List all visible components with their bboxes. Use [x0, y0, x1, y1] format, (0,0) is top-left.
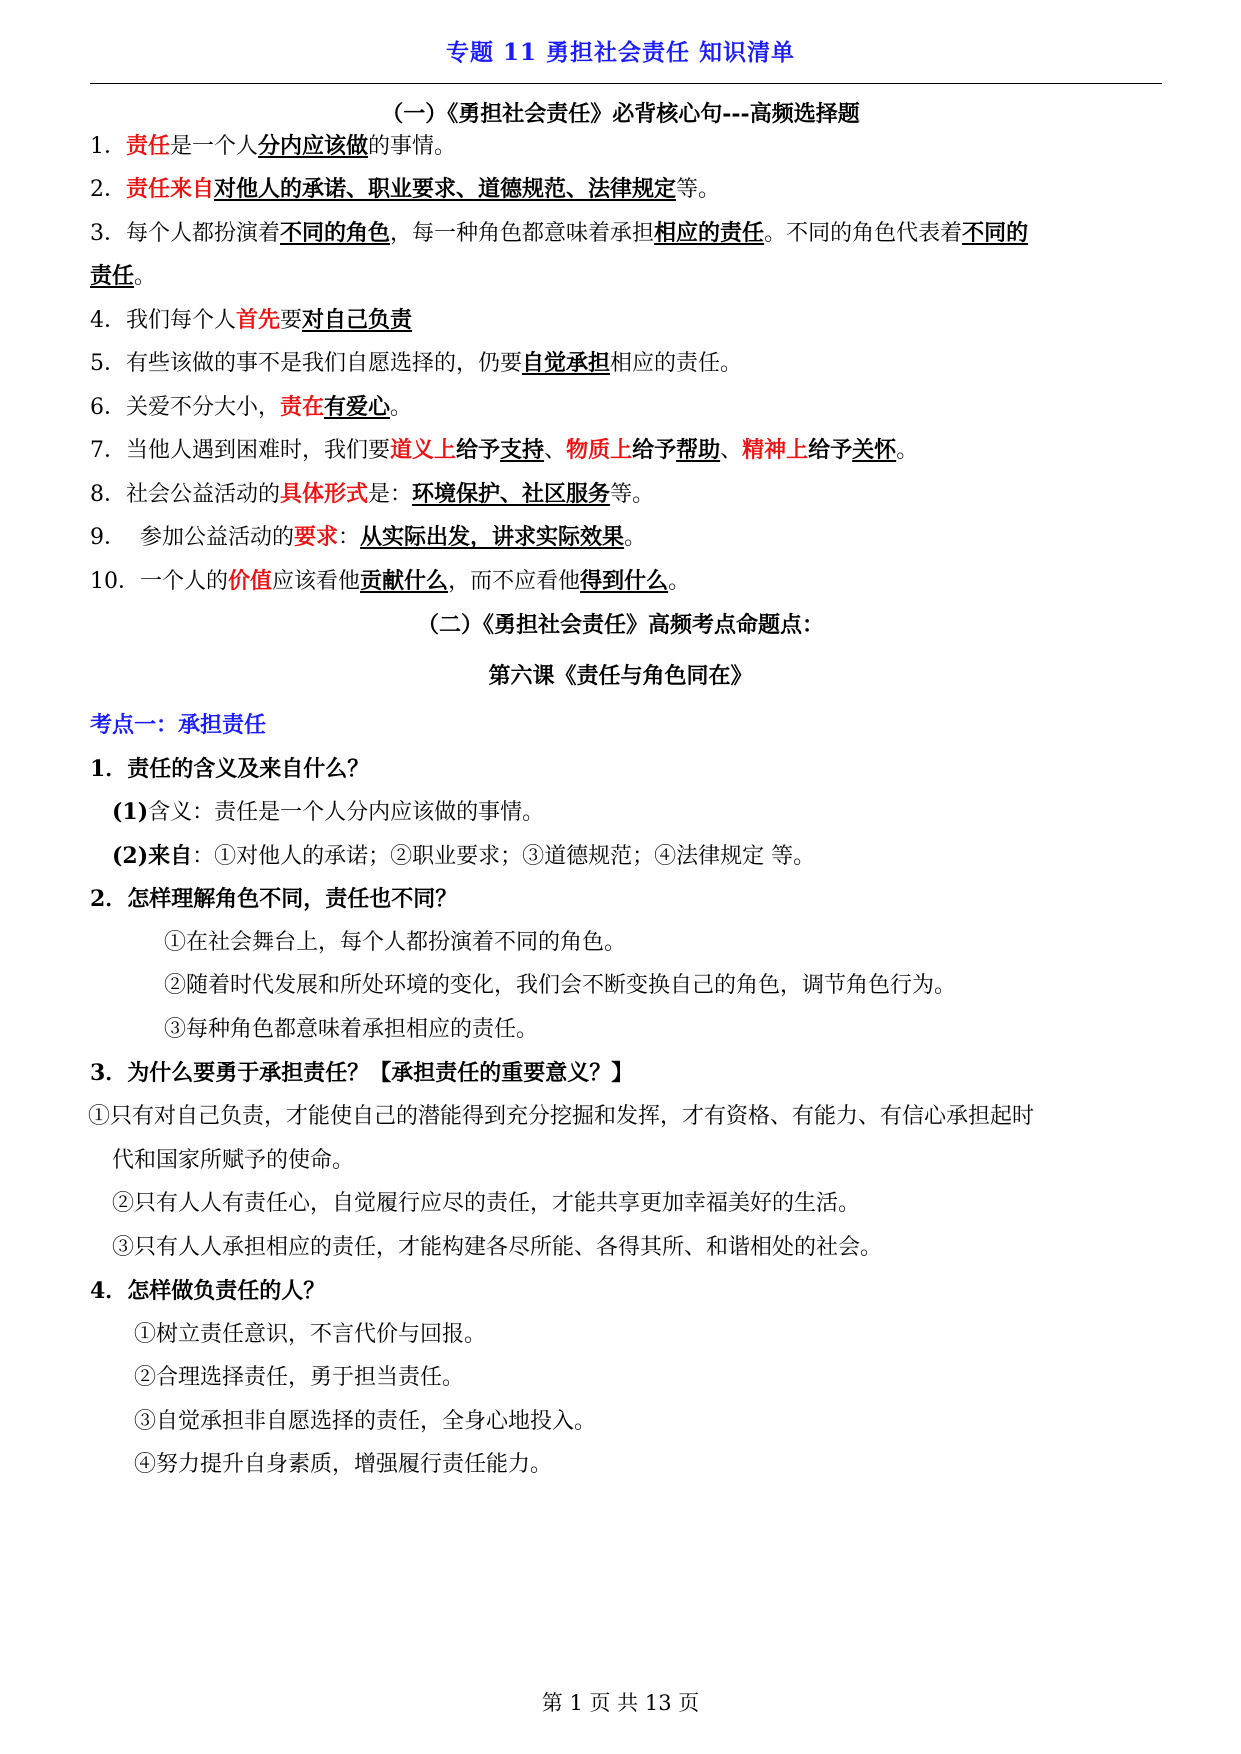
keyword-red: 价值: [228, 568, 273, 594]
keyword-red: 具体形式: [280, 481, 369, 507]
text: 。: [134, 264, 157, 289]
question-3-line: ③只有人人承担相应的责任，才能构建各尽所能、各得其所、和谐相处的社会。: [112, 1235, 883, 1260]
text: 等。: [676, 177, 721, 202]
text: 当他人遇到困难时，我们要: [126, 438, 391, 463]
section1-title: （一）《勇担社会责任》必背核心句---高频选择题: [381, 101, 860, 127]
text: 给予: [456, 437, 501, 463]
text: 有些该做的事不是我们自愿选择的，仍要: [126, 351, 523, 376]
core-sentence-5: [90, 348, 1165, 379]
answer-text: ：①对他人的承诺；②职业要求；③道德规范；④法律规定 等。: [192, 844, 816, 869]
question-3-line: ①只有对自己负责，才能使自己的潜能得到充分挖掘和发挥，才有资格、有能力、有信心承担起时: [88, 1104, 1035, 1129]
lesson-title: 第六课《责任与角色同在》: [488, 663, 753, 689]
text: 。: [624, 525, 647, 550]
text: 关爱不分大小，: [126, 395, 281, 420]
keyword-red: 责在: [280, 394, 325, 420]
keyword-underlined: 环境保护、社区服务: [412, 481, 611, 507]
question-1-title: 1．责任的含义及来自什么？: [90, 756, 370, 782]
question-2-line: ③每种角色都意味着承担相应的责任。: [164, 1017, 539, 1042]
text: ：: [338, 525, 361, 550]
text: 是：: [368, 482, 413, 507]
keyword-underlined: 帮助: [676, 437, 721, 463]
item-number: 6．: [90, 395, 126, 420]
text: 。: [896, 438, 919, 463]
section2-title: （二）《勇担社会责任》高频考点命题点：: [416, 612, 824, 638]
keyword-underlined: 不同的角色: [280, 220, 391, 246]
core-sentence-9: [90, 522, 1165, 553]
question-3-line: ②只有人人有责任心，自觉履行应尽的责任，才能共享更加幸福美好的生活。: [112, 1191, 861, 1216]
text: ，每一种角色都意味着承担: [390, 221, 655, 246]
text: 给予: [808, 437, 853, 463]
text: 应该看他: [272, 569, 361, 594]
question-4-title: 4．怎样做负责任的人？: [90, 1278, 326, 1304]
keyword-red: 物质上: [566, 437, 633, 463]
core-sentence-3-cont: [90, 261, 1165, 292]
text: 参加公益活动的: [140, 525, 295, 550]
text: 要: [280, 308, 303, 333]
question-2-title: 2．怎样理解角色不同，责任也不同？: [90, 886, 458, 912]
keyword-underlined: 对自己负责: [302, 307, 413, 333]
keyword-underlined: 不同的: [962, 220, 1029, 246]
answer-label: (2): [112, 843, 149, 869]
keyword-red: 责任来自: [126, 176, 215, 202]
question-4-line: ①树立责任意识，不言代价与回报。: [134, 1322, 487, 1347]
item-number: 3．: [90, 221, 126, 246]
keyword-underlined: 分内应该做: [258, 133, 369, 159]
keyword-underlined: 对他人的承诺、职业要求、道德规范、法律规定: [214, 176, 677, 202]
keyword-red: 首先: [236, 307, 281, 333]
page-number: 第 1 页 共 13 页: [541, 1691, 700, 1715]
answer-key: 来自: [148, 843, 193, 869]
item-number: 9．: [90, 525, 126, 550]
core-sentence-10: [90, 566, 1165, 597]
text: 。不同的角色代表着: [764, 221, 963, 246]
question-4-line: ③自觉承担非自愿选择的责任，全身心地投入。: [134, 1409, 597, 1434]
text: 等。: [610, 482, 655, 507]
core-sentence-4: [90, 305, 1165, 336]
keyword-red: 道义上: [390, 437, 457, 463]
answer-key: 含义: [148, 800, 193, 825]
exam-point-heading: 考点一：承担责任: [90, 712, 267, 738]
text: 。: [390, 395, 413, 420]
core-sentence-3: [90, 218, 1165, 249]
answer-label: (1): [112, 799, 149, 825]
item-number: 5．: [90, 351, 126, 376]
text: 是一个人: [170, 134, 259, 159]
core-sentence-2: [90, 174, 1165, 205]
text: 社会公益活动的: [126, 482, 281, 507]
text: 、: [720, 438, 743, 463]
keyword-red: 要求: [294, 524, 339, 550]
text: 的事情。: [368, 134, 457, 159]
text: 每个人都扮演着: [126, 221, 281, 246]
keyword-underlined: 自觉承担: [522, 350, 611, 376]
core-sentence-8: [90, 479, 1165, 510]
keyword-red: 精神上: [742, 437, 809, 463]
item-number: 7．: [90, 438, 126, 463]
item-number: 10．: [90, 569, 140, 594]
question-2-line: ①在社会舞台上，每个人都扮演着不同的角色。: [164, 930, 627, 955]
keyword-underlined: 得到什么: [580, 568, 669, 594]
core-sentence-7: [90, 435, 1165, 466]
keyword-underlined: 支持: [500, 437, 545, 463]
item-number: 2．: [90, 177, 126, 202]
text: 我们每个人: [126, 308, 237, 333]
answer-text: ：责任是一个人分内应该做的事情。: [192, 800, 545, 825]
item-number: 4．: [90, 308, 126, 333]
text: ，而不应看他: [448, 569, 581, 594]
item-number: 8．: [90, 482, 126, 507]
item-number: 1．: [90, 134, 126, 159]
text: 一个人的: [140, 569, 229, 594]
core-sentence-1: [90, 131, 1165, 162]
question-4-line: ②合理选择责任，勇于担当责任。: [134, 1365, 465, 1390]
text: 相应的责任。: [610, 351, 743, 376]
text: 。: [668, 569, 691, 594]
header-divider: [90, 83, 1162, 84]
keyword-underlined: 从实际出发，讲求实际效果: [360, 524, 625, 550]
document-title: 专题 11 勇担社会责任 知识清单: [445, 39, 796, 66]
question-1-answer-b: [112, 841, 1187, 872]
question-2-line: ②随着时代发展和所处环境的变化，我们会不断变换自己的角色，调节角色行为。: [164, 973, 957, 998]
keyword-underlined: 责任: [90, 263, 135, 289]
question-3-line: 代和国家所赋予的使命。: [112, 1148, 355, 1173]
question-3-title: 3．为什么要勇于承担责任？【承担责任的重要意义？】: [90, 1060, 634, 1086]
core-sentence-6: [90, 392, 1165, 423]
keyword-underlined: 相应的责任: [654, 220, 765, 246]
keyword-underlined: 有爱心: [324, 394, 391, 420]
keyword-underlined: 贡献什么: [360, 568, 449, 594]
question-1-answer-a: [112, 797, 1187, 828]
keyword-underlined: 关怀: [852, 437, 897, 463]
text: 给予: [632, 437, 677, 463]
keyword-red: 责任: [126, 133, 171, 159]
text: 、: [544, 438, 567, 463]
question-4-line: ④努力提升自身素质，增强履行责任能力。: [134, 1452, 553, 1477]
